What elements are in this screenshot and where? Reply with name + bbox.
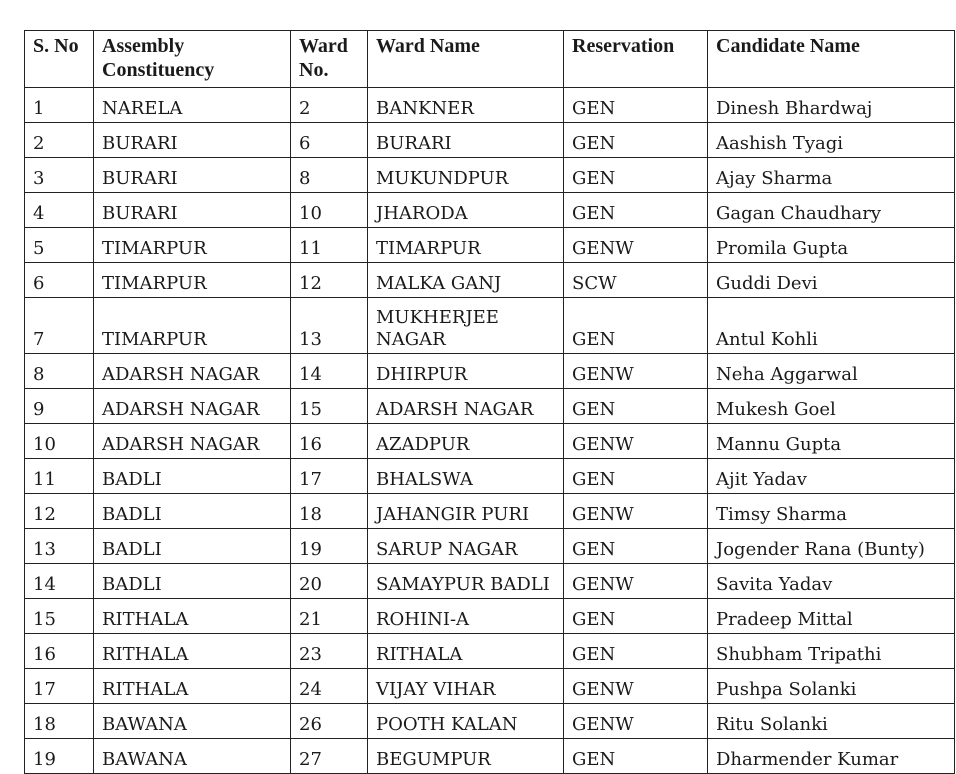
- table-row: [25, 193, 955, 228]
- cell-reservation: GEN: [564, 459, 708, 494]
- table-row: [25, 669, 955, 704]
- cell-ward-no: 17: [291, 459, 368, 494]
- cell-sno: 1: [25, 88, 94, 123]
- cell-ward-name: RITHALA: [368, 634, 564, 669]
- cell-reservation: GEN: [564, 193, 708, 228]
- cell-sno: 3: [25, 158, 94, 193]
- cell-candidate-name: Neha Aggarwal: [708, 354, 955, 389]
- cell-candidate-name: Pushpa Solanki: [708, 669, 955, 704]
- cell-assembly-constituency: ADARSH NAGAR: [94, 354, 291, 389]
- candidate-table: [24, 30, 955, 774]
- cell-ward-name: JHARODA: [368, 193, 564, 228]
- cell-ward-name: SAMAYPUR BADLI: [368, 564, 564, 599]
- cell-ward-name: VIJAY VIHAR: [368, 669, 564, 704]
- cell-ward-no: 20: [291, 564, 368, 599]
- cell-reservation: GENW: [564, 494, 708, 529]
- cell-reservation: GEN: [564, 88, 708, 123]
- cell-reservation: GEN: [564, 599, 708, 634]
- cell-ward-name: TIMARPUR: [368, 228, 564, 263]
- cell-candidate-name: Timsy Sharma: [708, 494, 955, 529]
- cell-candidate-name: Dharmender Kumar: [708, 739, 955, 774]
- cell-assembly-constituency: TIMARPUR: [94, 298, 291, 354]
- cell-sno: 4: [25, 193, 94, 228]
- cell-assembly-constituency: BADLI: [94, 494, 291, 529]
- table-row: [25, 704, 955, 739]
- cell-assembly-constituency: TIMARPUR: [94, 263, 291, 298]
- cell-ward-no: 12: [291, 263, 368, 298]
- cell-ward-no: 26: [291, 704, 368, 739]
- cell-candidate-name: Savita Yadav: [708, 564, 955, 599]
- cell-ward-no: 19: [291, 529, 368, 564]
- cell-assembly-constituency: BURARI: [94, 158, 291, 193]
- cell-sno: 13: [25, 529, 94, 564]
- cell-ward-no: 21: [291, 599, 368, 634]
- cell-ward-name: BANKNER: [368, 88, 564, 123]
- cell-candidate-name: Jogender Rana (Bunty): [708, 529, 955, 564]
- cell-sno: 19: [25, 739, 94, 774]
- header-ward-no: Ward No.: [291, 31, 368, 88]
- table-row: [25, 634, 955, 669]
- cell-assembly-constituency: BAWANA: [94, 739, 291, 774]
- cell-ward-no: 14: [291, 354, 368, 389]
- cell-assembly-constituency: BADLI: [94, 529, 291, 564]
- cell-ward-name: MUKHERJEE NAGAR: [368, 298, 564, 354]
- cell-sno: 17: [25, 669, 94, 704]
- cell-assembly-constituency: RITHALA: [94, 599, 291, 634]
- cell-ward-no: 11: [291, 228, 368, 263]
- cell-candidate-name: Mannu Gupta: [708, 424, 955, 459]
- cell-sno: 7: [25, 298, 94, 354]
- cell-ward-no: 18: [291, 494, 368, 529]
- cell-candidate-name: Gagan Chaudhary: [708, 193, 955, 228]
- cell-reservation: GENW: [564, 424, 708, 459]
- table-row: [25, 354, 955, 389]
- cell-sno: 9: [25, 389, 94, 424]
- cell-ward-no: 27: [291, 739, 368, 774]
- cell-candidate-name: Ajit Yadav: [708, 459, 955, 494]
- cell-candidate-name: Aashish Tyagi: [708, 123, 955, 158]
- cell-candidate-name: Shubham Tripathi: [708, 634, 955, 669]
- cell-ward-name: POOTH KALAN: [368, 704, 564, 739]
- cell-assembly-constituency: BAWANA: [94, 704, 291, 739]
- cell-sno: 5: [25, 228, 94, 263]
- table-row: [25, 263, 955, 298]
- cell-ward-name: ADARSH NAGAR: [368, 389, 564, 424]
- cell-assembly-constituency: TIMARPUR: [94, 228, 291, 263]
- cell-reservation: GEN: [564, 298, 708, 354]
- cell-reservation: GEN: [564, 634, 708, 669]
- cell-ward-name: MUKUNDPUR: [368, 158, 564, 193]
- cell-ward-name: BURARI: [368, 123, 564, 158]
- cell-sno: 6: [25, 263, 94, 298]
- cell-sno: 10: [25, 424, 94, 459]
- cell-sno: 12: [25, 494, 94, 529]
- cell-candidate-name: Ajay Sharma: [708, 158, 955, 193]
- cell-assembly-constituency: ADARSH NAGAR: [94, 424, 291, 459]
- table-row: [25, 599, 955, 634]
- cell-ward-no: 23: [291, 634, 368, 669]
- cell-ward-name: BHALSWA: [368, 459, 564, 494]
- cell-reservation: GEN: [564, 123, 708, 158]
- cell-ward-no: 16: [291, 424, 368, 459]
- cell-candidate-name: Ritu Solanki: [708, 704, 955, 739]
- cell-candidate-name: Antul Kohli: [708, 298, 955, 354]
- cell-sno: 16: [25, 634, 94, 669]
- cell-ward-name: JAHANGIR PURI: [368, 494, 564, 529]
- cell-assembly-constituency: NARELA: [94, 88, 291, 123]
- cell-assembly-constituency: BADLI: [94, 564, 291, 599]
- cell-candidate-name: Mukesh Goel: [708, 389, 955, 424]
- cell-ward-no: 10: [291, 193, 368, 228]
- cell-assembly-constituency: ADARSH NAGAR: [94, 389, 291, 424]
- cell-ward-no: 24: [291, 669, 368, 704]
- cell-reservation: GENW: [564, 564, 708, 599]
- cell-reservation: GENW: [564, 704, 708, 739]
- table-row: [25, 424, 955, 459]
- table-row: [25, 564, 955, 599]
- cell-ward-name: SARUP NAGAR: [368, 529, 564, 564]
- cell-assembly-constituency: BURARI: [94, 193, 291, 228]
- table-row: [25, 298, 955, 354]
- cell-candidate-name: Guddi Devi: [708, 263, 955, 298]
- header-assembly-constituency: Assembly Constituency: [94, 31, 291, 88]
- table-row: [25, 529, 955, 564]
- cell-ward-no: 15: [291, 389, 368, 424]
- table-row: [25, 739, 955, 774]
- table-row: [25, 228, 955, 263]
- cell-ward-name: AZADPUR: [368, 424, 564, 459]
- cell-candidate-name: Dinesh Bhardwaj: [708, 88, 955, 123]
- cell-reservation: GENW: [564, 669, 708, 704]
- cell-sno: 18: [25, 704, 94, 739]
- cell-assembly-constituency: RITHALA: [94, 634, 291, 669]
- cell-sno: 2: [25, 123, 94, 158]
- cell-ward-name: ROHINI-A: [368, 599, 564, 634]
- table-row: [25, 88, 955, 123]
- cell-candidate-name: Promila Gupta: [708, 228, 955, 263]
- cell-ward-name: BEGUMPUR: [368, 739, 564, 774]
- header-ward-name: Ward Name: [368, 31, 564, 88]
- table-row: [25, 158, 955, 193]
- cell-reservation: GEN: [564, 529, 708, 564]
- header-candidate-name: Candidate Name: [708, 31, 955, 88]
- cell-ward-no: 2: [291, 88, 368, 123]
- header-reservation: Reservation: [564, 31, 708, 88]
- cell-ward-name: MALKA GANJ: [368, 263, 564, 298]
- cell-reservation: GEN: [564, 389, 708, 424]
- table-row: [25, 389, 955, 424]
- cell-reservation: SCW: [564, 263, 708, 298]
- header-row: [25, 31, 955, 88]
- cell-reservation: GEN: [564, 158, 708, 193]
- cell-ward-name: DHIRPUR: [368, 354, 564, 389]
- cell-reservation: GEN: [564, 739, 708, 774]
- cell-assembly-constituency: BADLI: [94, 459, 291, 494]
- cell-ward-no: 8: [291, 158, 368, 193]
- table-row: [25, 123, 955, 158]
- cell-sno: 15: [25, 599, 94, 634]
- cell-assembly-constituency: RITHALA: [94, 669, 291, 704]
- cell-ward-no: 13: [291, 298, 368, 354]
- cell-sno: 14: [25, 564, 94, 599]
- table-row: [25, 494, 955, 529]
- cell-sno: 8: [25, 354, 94, 389]
- cell-candidate-name: Pradeep Mittal: [708, 599, 955, 634]
- cell-ward-no: 6: [291, 123, 368, 158]
- cell-assembly-constituency: BURARI: [94, 123, 291, 158]
- cell-reservation: GENW: [564, 228, 708, 263]
- table-row: [25, 459, 955, 494]
- cell-reservation: GENW: [564, 354, 708, 389]
- header-sno: S. No: [25, 31, 94, 88]
- cell-sno: 11: [25, 459, 94, 494]
